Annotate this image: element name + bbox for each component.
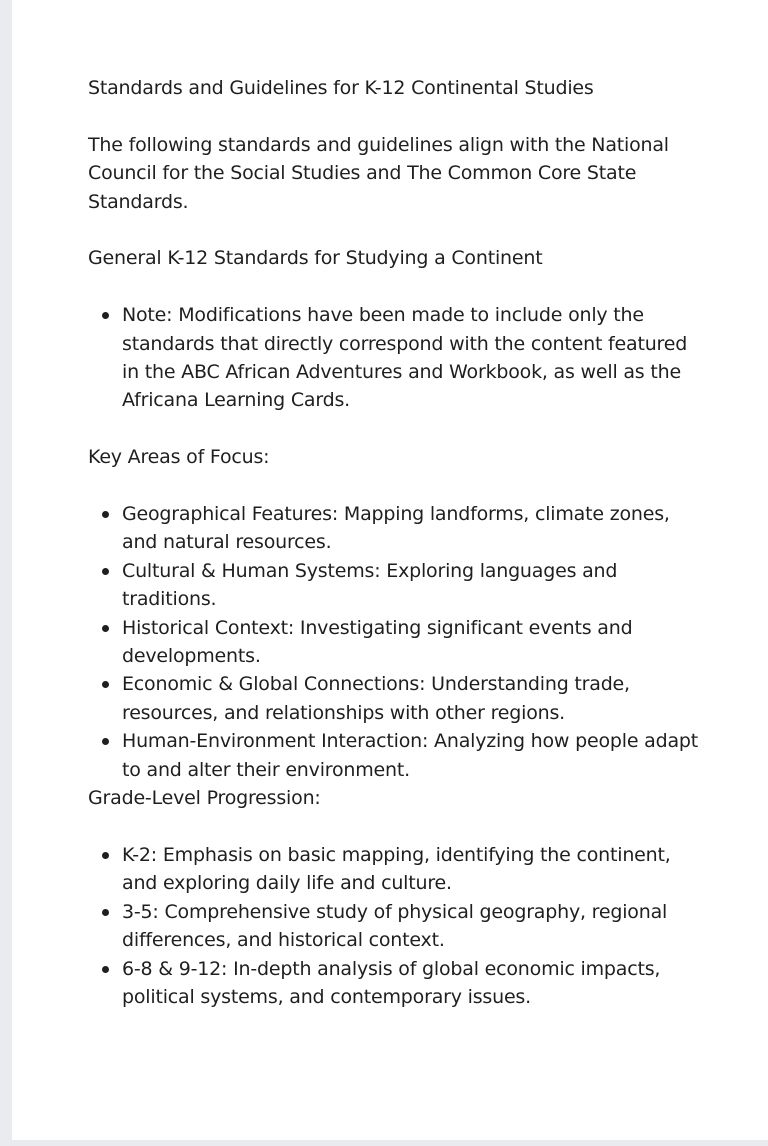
grade-list-item: K-2: Emphasis on basic mapping, identifying the continent, and exploring daily life and culture. <box>88 841 698 898</box>
focus-list-item: Geographical Features: Mapping landforms, climate zones, and natural resources. <box>88 500 698 557</box>
note-list <box>88 301 698 415</box>
grade-progression-heading: Grade-Level Progression: <box>88 787 321 810</box>
focus-heading: Key Areas of Focus: <box>88 446 270 469</box>
document-content <box>88 74 698 1011</box>
intro-paragraph: The following standards and guidelines align with the National Council for the Social Studies and The Common Core State Standards. <box>88 133 669 213</box>
grade-list <box>88 841 698 1011</box>
grade-list-item: 6-8 & 9-12: In-depth analysis of global economic impacts, political systems, and contemporary issues. <box>88 955 698 1012</box>
general-standards-heading: General K-12 Standards for Studying a Continent <box>88 247 543 270</box>
focus-list <box>88 500 698 784</box>
focus-list-item: Historical Context: Investigating significant events and developments. <box>88 614 698 671</box>
document-title: Standards and Guidelines for K-12 Continental Studies <box>88 77 594 99</box>
focus-list-item: Cultural & Human Systems: Exploring languages and traditions. <box>88 557 698 614</box>
note-list-item: Note: Modifications have been made to include only the standards that directly correspond with the content featured in the ABC African Adventures and Workbook, as well as the Africana Learning Cards. <box>88 301 698 415</box>
document-page <box>12 0 768 1140</box>
focus-list-item: Human-Environment Interaction: Analyzing how people adapt to and alter their environment. <box>88 727 698 784</box>
focus-list-item: Economic & Global Connections: Understanding trade, resources, and relationships with other regions. <box>88 670 698 727</box>
grade-list-item: 3-5: Comprehensive study of physical geography, regional differences, and historical context. <box>88 898 698 955</box>
